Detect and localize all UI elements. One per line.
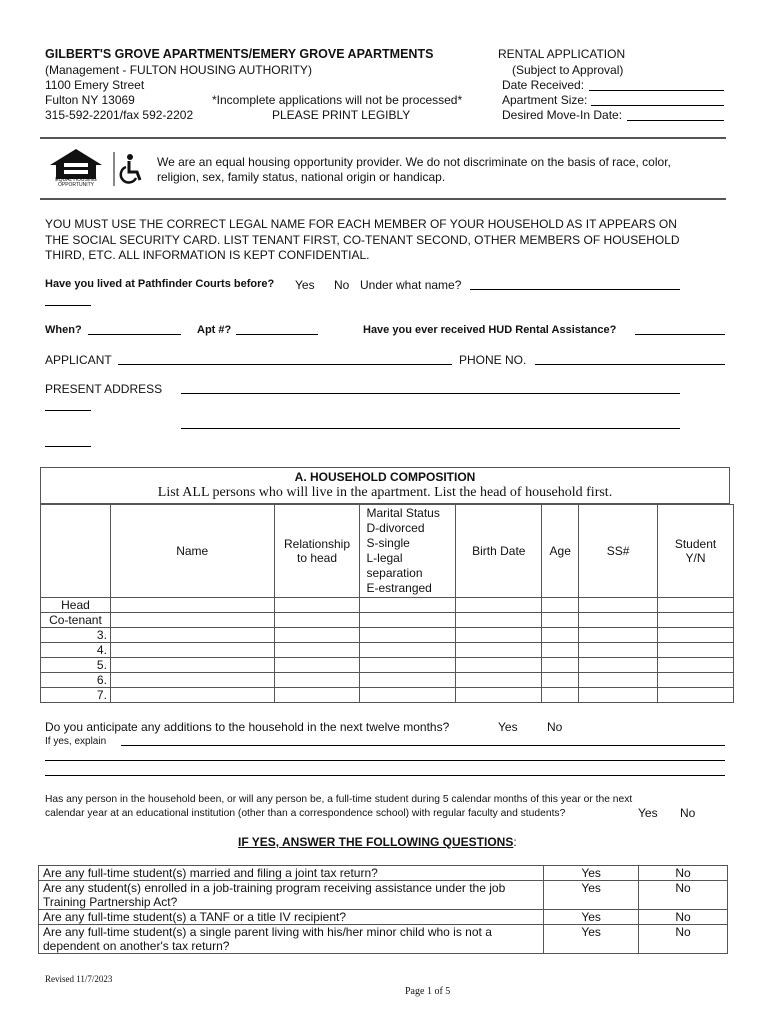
print-note: PLEASE PRINT LEGIBLY [272,108,411,122]
lived-before-no[interactable]: No [334,278,350,292]
student-cell[interactable] [658,658,734,673]
hud-question: Have you ever received HUD Rental Assistance? [363,324,617,336]
marital-line: E-estranged [366,581,432,595]
explain-field-2[interactable] [45,760,725,761]
header-divider [40,137,726,139]
instructions-line-3: THIRD, ETC. ALL INFORMATION IS KEPT CONFIDENTIAL. [45,248,370,262]
name-cell[interactable] [110,598,274,613]
name-cell[interactable] [110,628,274,643]
birth-cell[interactable] [456,658,542,673]
date-received-field[interactable] [589,90,724,91]
move-in-field[interactable] [627,120,724,121]
apartment-size-field[interactable] [591,105,724,106]
marital-cell[interactable] [360,673,456,688]
household-header-row [41,505,734,598]
additions-yes[interactable]: Yes [498,720,518,734]
relationship-cell[interactable] [274,643,360,658]
row-label-header [41,505,111,598]
birth-cell[interactable] [456,643,542,658]
form-title: RENTAL APPLICATION [498,47,626,61]
col-ss: SS# [579,505,658,598]
household-title-box [40,467,730,504]
equal-housing-logo [46,147,106,187]
lived-before-question: Have you lived at Pathfinder Courts before? [45,278,275,290]
marital-cell[interactable] [360,643,456,658]
marital-line: S-single [366,536,410,550]
name-cell[interactable] [110,688,274,703]
question-text: Are any full-time student(s) married and filing a joint tax return? [39,866,544,881]
apartment-size-label: Apartment Size: [502,93,588,107]
question-line: Are any full-time student(s) a single parent living with his/her minor child who is not a [43,925,492,939]
age-cell[interactable] [542,658,579,673]
student-cell[interactable] [658,628,734,643]
table-row [41,598,734,613]
explain-field-3[interactable] [45,775,725,776]
marital-cell[interactable] [360,688,456,703]
if-yes-colon: : [513,835,517,849]
name-cell[interactable] [110,658,274,673]
city-line: Fulton NY 13069 [45,93,135,107]
row-label: 7. [41,688,111,703]
question-line: dependent on another's tax return? [43,939,230,953]
form-subtitle: (Subject to Approval) [512,63,624,77]
present-address-label: PRESENT ADDRESS [45,382,163,396]
explain-label: If yes, explain [45,736,107,747]
answer-no[interactable]: No [639,910,728,925]
marital-line: L-legal [366,551,403,565]
table-row [41,688,734,703]
answer-no[interactable]: No [639,925,728,954]
age-cell[interactable] [542,598,579,613]
present-address-field-2[interactable] [181,428,680,429]
birth-cell[interactable] [456,673,542,688]
household-title: A. HOUSEHOLD COMPOSITION [294,470,476,484]
col-relationship-line1: Relationship [283,537,351,551]
relationship-cell[interactable] [274,613,360,628]
lived-before-yes[interactable]: Yes [295,278,315,292]
answer-yes[interactable]: Yes [544,866,639,881]
age-cell[interactable] [542,628,579,643]
student-cell[interactable] [658,613,734,628]
row-label: Co-tenant [41,613,111,628]
row-label: Head [41,598,111,613]
col-relationship-line2: to head [296,551,338,565]
row-label: 6. [41,673,111,688]
ss-cell[interactable] [579,688,658,703]
answer-yes[interactable]: Yes [544,881,639,910]
marital-cell[interactable] [360,613,456,628]
logo-caption: EQUAL HOUSING OPPORTUNITY [55,177,97,188]
if-yes-heading: IF YES, ANSWER THE FOLLOWING QUESTIONS [238,835,514,849]
student-yes[interactable]: Yes [638,806,658,820]
ss-cell[interactable] [579,598,658,613]
page-number: Page 1 of 5 [405,986,451,997]
table-row [39,866,728,881]
col-age: Age [542,505,579,598]
date-received-label: Date Received: [502,78,585,92]
question-text [39,881,544,910]
birth-cell[interactable] [456,598,542,613]
answer-no[interactable]: No [639,881,728,910]
student-no[interactable]: No [680,806,696,820]
statement-divider [40,198,726,200]
col-student [658,505,734,598]
birth-cell[interactable] [456,613,542,628]
col-birth-date: Birth Date [456,505,542,598]
answer-no[interactable]: No [639,866,728,881]
col-relationship [274,505,360,598]
table-row [39,910,728,925]
birth-cell[interactable] [456,688,542,703]
relationship-cell[interactable] [274,688,360,703]
question-text [39,925,544,954]
name-cell[interactable] [110,673,274,688]
apt-label: Apt #? [197,324,232,336]
student-cell[interactable] [658,598,734,613]
ss-cell[interactable] [579,673,658,688]
under-name-field-continued[interactable] [45,305,91,306]
row-label: 3. [41,628,111,643]
marital-cell[interactable] [360,598,456,613]
question-line: Are any student(s) enrolled in a job-training program receiving assistance under the job [43,881,506,895]
row-label: 5. [41,658,111,673]
under-name-label: Under what name? [360,278,462,292]
when-field[interactable] [88,334,181,335]
marital-cell[interactable] [360,628,456,643]
present-address-field-2b[interactable] [45,446,91,447]
student-question-line-1: Has any person in the household been, or will any person be, a full-time student during 5 calendar months of this year or the next [45,794,633,805]
table-row [41,658,734,673]
household-subtitle: List ALL persons who will live in the apartment. List the head of household first. [157,485,613,500]
management-line: (Management - FULTON HOUSING AUTHORITY) [45,63,312,77]
answer-yes[interactable]: Yes [544,910,639,925]
wheelchair-icon [113,152,145,186]
org-title: GILBERT'S GROVE APARTMENTS/EMERY GROVE APARTMENTS [45,47,434,61]
present-address-field-1[interactable] [181,393,680,394]
table-row [39,881,728,910]
col-student-line2: Y/N [685,551,706,565]
ss-cell[interactable] [579,613,658,628]
explain-field-1[interactable] [121,745,725,746]
if-yes-heading-wrap [238,835,517,849]
present-address-field-1b[interactable] [45,410,91,411]
ss-cell[interactable] [579,628,658,643]
relationship-cell[interactable] [274,673,360,688]
question-line: Training Partnership Act? [43,895,178,909]
table-row [39,925,728,954]
table-row [41,613,734,628]
equal-housing-statement-1: We are an equal housing opportunity provider. We do not discriminate on the basis of race, color, [157,155,671,169]
row-label: 4. [41,643,111,658]
additions-question: Do you anticipate any additions to the household in the next twelve months? [45,720,450,734]
equal-housing-statement-2: religion, sex, family status, national origin or handicap. [157,170,446,184]
question-text: Are any full-time student(s) a TANF or a title IV recipient? [39,910,544,925]
incomplete-note: *Incomplete applications will not be processed* [212,93,463,107]
age-cell[interactable] [542,613,579,628]
marital-cell[interactable] [360,658,456,673]
marital-line: Marital Status [366,506,440,520]
instructions-line-2: THE SOCIAL SECURITY CARD. LIST TENANT FIRST, CO-TENANT SECOND, OTHER MEMBERS OF HOUSEHOLD [45,233,680,247]
relationship-cell[interactable] [274,598,360,613]
student-cell[interactable] [658,643,734,658]
student-cell[interactable] [658,673,734,688]
birth-cell[interactable] [456,628,542,643]
apt-field[interactable] [236,334,318,335]
student-questions-table [38,865,728,954]
when-label: When? [45,324,82,336]
ss-cell[interactable] [579,643,658,658]
applicant-label: APPLICANT [45,353,112,367]
col-marital [360,505,456,598]
applicant-field[interactable] [118,364,452,365]
age-cell[interactable] [542,673,579,688]
col-student-line1: Student [674,537,717,551]
phone-no-field[interactable] [535,364,725,365]
name-cell[interactable] [110,643,274,658]
ss-cell[interactable] [579,658,658,673]
col-name: Name [110,505,274,598]
table-row [41,673,734,688]
street-address: 1100 Emery Street [45,78,145,92]
student-cell[interactable] [658,688,734,703]
marital-line: D-divorced [366,521,425,535]
name-cell[interactable] [110,613,274,628]
move-in-label: Desired Move-In Date: [502,108,623,122]
answer-yes[interactable]: Yes [544,925,639,954]
student-question-line-2: calendar year at an educational institution (other than a correspondence school) with regular faculty and students? [45,808,566,819]
age-cell[interactable] [542,688,579,703]
instructions-line-1: YOU MUST USE THE CORRECT LEGAL NAME FOR EACH MEMBER OF YOUR HOUSEHOLD AS IT APPEARS ON [45,217,677,231]
hud-field[interactable] [635,334,725,335]
age-cell[interactable] [542,643,579,658]
relationship-cell[interactable] [274,628,360,643]
revised-date: Revised 11/7/2023 [45,974,113,984]
additions-no[interactable]: No [547,720,563,734]
marital-line: separation [366,566,423,580]
phone-line: 315-592-2201/fax 592-2202 [45,108,194,122]
table-row [41,643,734,658]
relationship-cell[interactable] [274,658,360,673]
under-name-field[interactable] [470,289,680,290]
phone-no-label: PHONE NO. [459,353,527,367]
table-row [41,628,734,643]
household-table [40,504,734,703]
